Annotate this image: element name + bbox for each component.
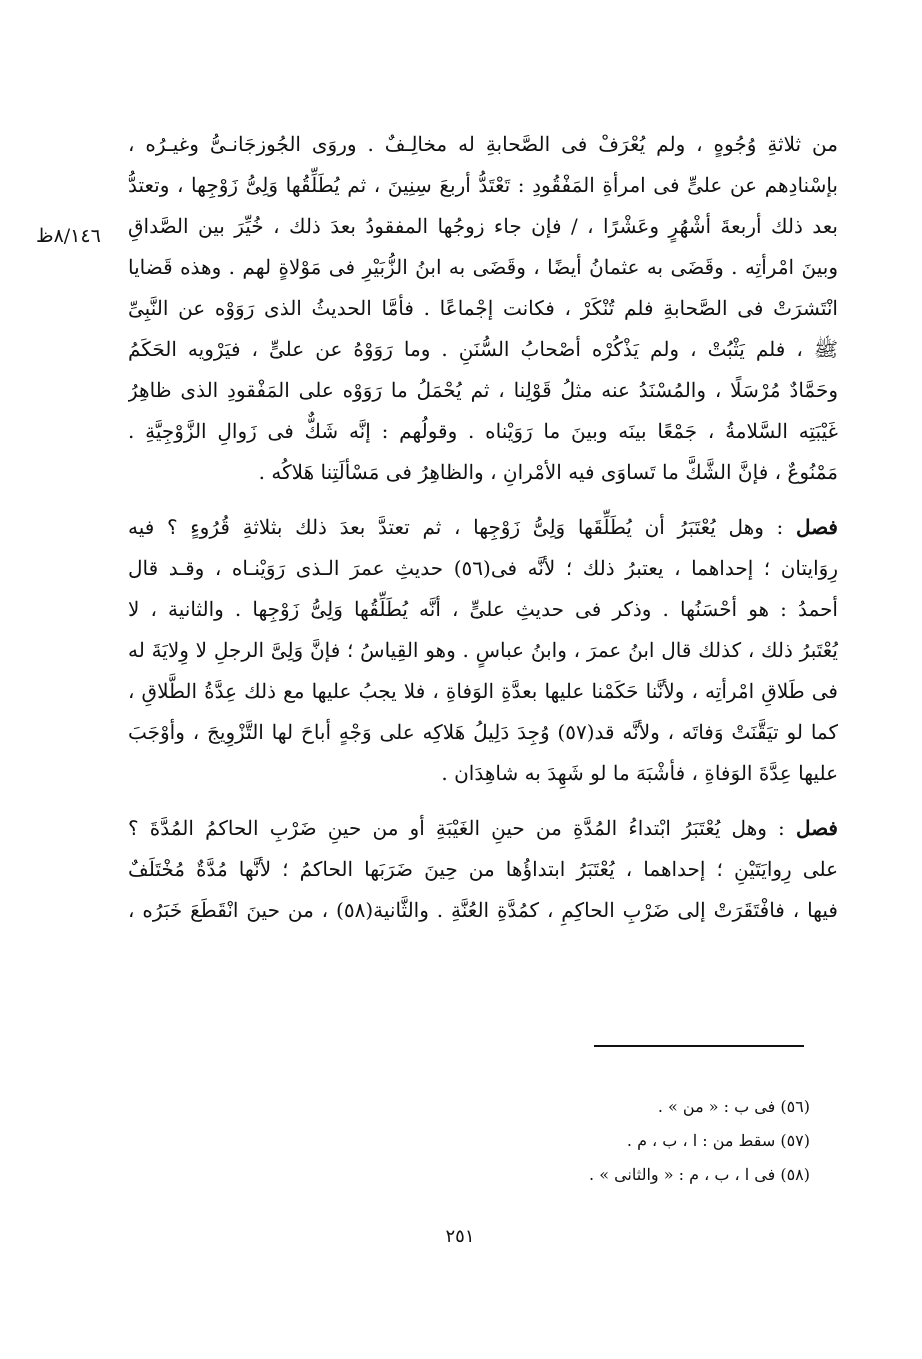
text-line: فيها ، فافْتَقَرَتْ إلى ضَرْبِ الحاكِمِ ، كمُدَّةِ العُنَّةِ . والثَّانية(٥٨) ، من حينَ انْقَطَعَ خَبَرُه ،: [128, 898, 838, 922]
text-line: وبينَ امْرأتِه . وقَضَى به عثمانُ أيضًا ، وقَضَى به ابنُ الزُّبَيْرِ فى مَوْلاةٍ لهم . وهذه قَضايا: [128, 255, 838, 279]
text-line: انْتَشرَتْ فى الصَّحابةِ فلم تُنْكَرْ ، فكانت إجْماعًا . فأمَّا الحديثُ الذى رَوَوْه عن النَّبِىِّ: [128, 296, 838, 320]
footnote: (٥٧) سقط من : ا ، ب ، م .: [626, 1131, 810, 1150]
text-run: : وهل يُعْتَبَرُ ابْتداءُ المُدَّةِ من حينِ الغَيْبَةِ أو من حينِ ضَرْبِ الحاكمُ المُدَّةَ ؟: [128, 816, 796, 840]
paragraph-1: [128, 124, 838, 493]
text-line: يُعْتَبرُ ذلك ، كذلك قال ابنُ عمرَ ، وابنُ عباسٍ . وهو القِياسُ ؛ فإنَّ وَلِىَّ الرجلِ لا وِلايَةَ له: [128, 638, 838, 662]
footnote-divider: [594, 1045, 804, 1047]
footnote: (٥٦) فى ب : « من » .: [657, 1097, 810, 1116]
text-line: من ثلاثةِ وُجُوهٍ ، ولم يُعْرَفْ فى الصَّحابةِ له مخالِـفٌ . وروَى الجُوزجَانـىُّ وغيـرُه ،: [128, 132, 838, 156]
paragraph-3: [128, 808, 838, 931]
section-heading: فصل: [795, 816, 838, 840]
text-line: رِوَايتان ؛ إحداهما ، يعتبرُ ذلك ؛ لأنَّه فى(٥٦) حديثِ عمرَ الـذى رَوَيْنـاه ، وقـد قال: [128, 556, 838, 580]
text-run: : وهل يُعْتَبَرُ أن يُطَلِّقَها وَلِىُّ زَوْجِها ، ثم تعتدَّ بعدَ ذلك بثلاثةِ قُرُوءٍ ؟ فيه: [128, 515, 796, 539]
footnote: (٥٨) فى ا ، ب ، م : « والثانى » .: [589, 1165, 810, 1184]
section-heading: فصل: [795, 515, 838, 539]
main-text: [128, 124, 838, 931]
text-line: كما لو تيَقَّنَتْ وَفاتَه ، ولأنَّه قد(٥٧) وُجِدَ دَلِيلُ هَلاكِه على وَجْهٍ أباحَ لها التَّزْوِيجَ ، وأوْجَبَ: [128, 720, 838, 744]
margin-folio-note: ٨/١٤٦ظ: [36, 225, 101, 247]
text-line: فى طَلاقِ امْرأتِه ، ولأنَّنا حَكَمْنا عليها بعدَّةِ الوَفاةِ ، فلا يجبُ عليها مع ذلك عِدَّةُ الطَّلاقِ ،: [128, 679, 838, 703]
text-line: بعد ذلك أربعةَ أشْهُرٍ وعَشْرًا ، / فإن جاء زوجُها المفقودُ بعدَ ذلك ، خُيِّرَ بين الصَّداقِ: [128, 214, 838, 238]
text-line: أحمدُ : هو أحْسَنُها . وذكر فى حديثِ علىٍّ ، أنَّه يُطَلِّقُها وَلِىُّ زَوْجِها . والثانية ، لا: [128, 597, 838, 621]
page-number: ٢٥١: [445, 1226, 475, 1247]
text-line: مَمْنُوعٌ ، فإنَّ الشَّكَّ ما تَساوَى فيه الأمْرانِ ، والظاهِرُ فى مَسْألَتِنا هَلاكُه .: [258, 460, 838, 484]
text-line: عليها عِدَّةَ الوَفاةِ ، فأشْبَهَ ما لو شَهِدَ به شاهِدَان .: [441, 761, 838, 785]
footnotes: [560, 1090, 810, 1192]
text-line: على رِوايَتَيْنِ ؛ إحداهما ، يُعْتَبَرُ ابتداؤُها من حِينَ ضَرَبَها الحاكمُ ؛ لأنَّها مُدَّةٌ مُخْتَلَفٌ: [128, 857, 838, 881]
text-line: بإسْنادِهم عن علىٍّ فى امرأةِ المَفْقُودِ : تَعْتَدُّ أربعَ سِنِينَ ، ثم يُطَلِّقُها وَلِىُّ زَوْجِها ، وتعتدُّ: [128, 173, 838, 197]
text-line: وحَمَّادٌ مُرْسَلًا ، والمُسْنَدُ عنه مثلُ قَوْلِنا ، ثم يُحْمَلُ ما رَوَوْه على المَفْقودِ الذى ظاهِرُ: [128, 378, 838, 402]
text-line: ﷺ ، فلم يَثْبُتْ ، ولم يَذْكُرْه أصْحابُ السُّنَنِ . وما رَوَوْهُ عن علىٍّ ، فيَرْويه الحَكَمُ: [128, 337, 838, 361]
text-line-with-heading: [128, 808, 838, 849]
text-line-with-heading: [128, 507, 838, 548]
paragraph-2: [128, 507, 838, 794]
text-line: غَيْبَتِه السَّلامةُ ، جَمْعًا بينَه وبينَ ما رَوَيْناه . وقولُهم : إنَّه شَكٌّ فى زَوالِ الزَّوْجِيَّةِ .: [128, 419, 838, 443]
